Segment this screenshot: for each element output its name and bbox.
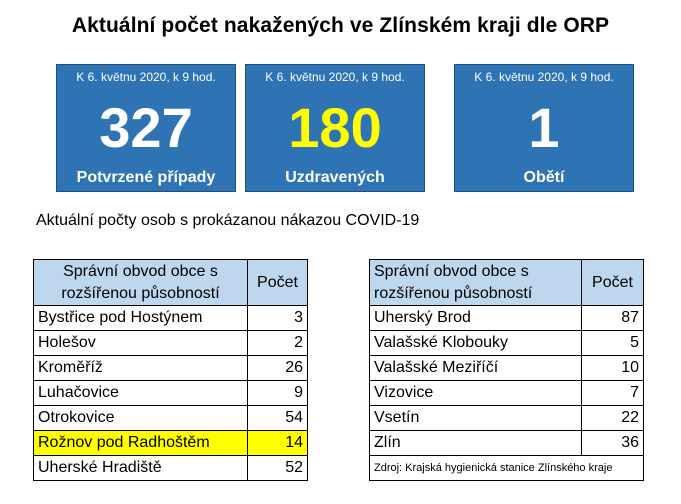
table-row (370, 356, 644, 381)
count-cell: 2 (248, 331, 308, 356)
card-date: K 6. květnu 2020, k 9 hod. (265, 70, 405, 84)
table-row (34, 306, 308, 331)
page-title: Aktuální počet nakažených ve Zlínském kraji dle ORP (71, 14, 610, 37)
district-column-header (34, 260, 248, 306)
recovered-count: 180 (288, 96, 382, 159)
header-line: Správní obvod obce s (374, 262, 529, 280)
deaths-card (454, 64, 634, 192)
table-row (34, 356, 308, 381)
table-row (370, 381, 644, 406)
source-note: Zdroj: Krajská hygienická stanice Zlínského kraje (370, 456, 644, 481)
district-cell: Luhačovice (34, 381, 248, 406)
count-cell: 7 (582, 381, 644, 406)
district-cell: Kroměříž (34, 356, 248, 381)
count-cell: 26 (248, 356, 308, 381)
district-column-header (370, 260, 582, 306)
recovered-card (245, 64, 425, 192)
table-header-row (370, 260, 644, 306)
header-line: rozšířenou působností (61, 284, 220, 302)
count-cell: 3 (248, 306, 308, 331)
card-label: Uzdravených (285, 169, 385, 186)
district-cell: Valašské Klobouky (370, 331, 582, 356)
district-cell: Valašské Meziříčí (370, 356, 582, 381)
header-line: rozšířenou působností (374, 284, 533, 302)
district-cell: Vizovice (370, 381, 582, 406)
table-row (34, 456, 308, 481)
district-cell: Otrokovice (34, 406, 248, 431)
count-cell: 10 (582, 356, 644, 381)
district-cell: Rožnov pod Radhoštěm (34, 431, 248, 456)
table-row (370, 406, 644, 431)
header-line: Správní obvod obce s (63, 262, 218, 280)
count-cell: 14 (248, 431, 308, 456)
count-cell: 87 (582, 306, 644, 331)
confirmed-count: 327 (99, 96, 193, 159)
section-subtitle: Aktuální počty osob s prokázanou nákazou COVID-19 (36, 212, 420, 229)
count-cell: 54 (248, 406, 308, 431)
district-cell: Uherské Hradiště (34, 456, 248, 481)
count-column-header: Počet (248, 260, 308, 306)
right-orp-table (369, 259, 644, 481)
table-row (370, 306, 644, 331)
count-cell: 5 (582, 331, 644, 356)
count-column-header: Počet (582, 260, 644, 306)
district-cell: Holešov (34, 331, 248, 356)
confirmed-cases-card (56, 64, 236, 192)
card-label: Potvrzené případy (76, 169, 216, 186)
district-cell: Vsetín (370, 406, 582, 431)
table-row-highlighted (34, 431, 308, 456)
count-cell: 9 (248, 381, 308, 406)
table-row (34, 331, 308, 356)
table-header-row (34, 260, 308, 306)
table-row (370, 431, 644, 456)
left-orp-table (33, 259, 308, 481)
source-row (370, 456, 644, 481)
card-date: K 6. květnu 2020, k 9 hod. (474, 70, 614, 84)
count-cell: 22 (582, 406, 644, 431)
deaths-count: 1 (528, 96, 560, 159)
card-label: Obětí (523, 169, 565, 186)
table-row (34, 406, 308, 431)
count-cell: 36 (582, 431, 644, 456)
district-cell: Uherský Brod (370, 306, 582, 331)
district-cell: Zlín (370, 431, 582, 456)
district-cell: Bystřice pod Hostýnem (34, 306, 248, 331)
table-row (34, 381, 308, 406)
card-date: K 6. květnu 2020, k 9 hod. (76, 70, 216, 84)
count-cell: 52 (248, 456, 308, 481)
table-row (370, 331, 644, 356)
